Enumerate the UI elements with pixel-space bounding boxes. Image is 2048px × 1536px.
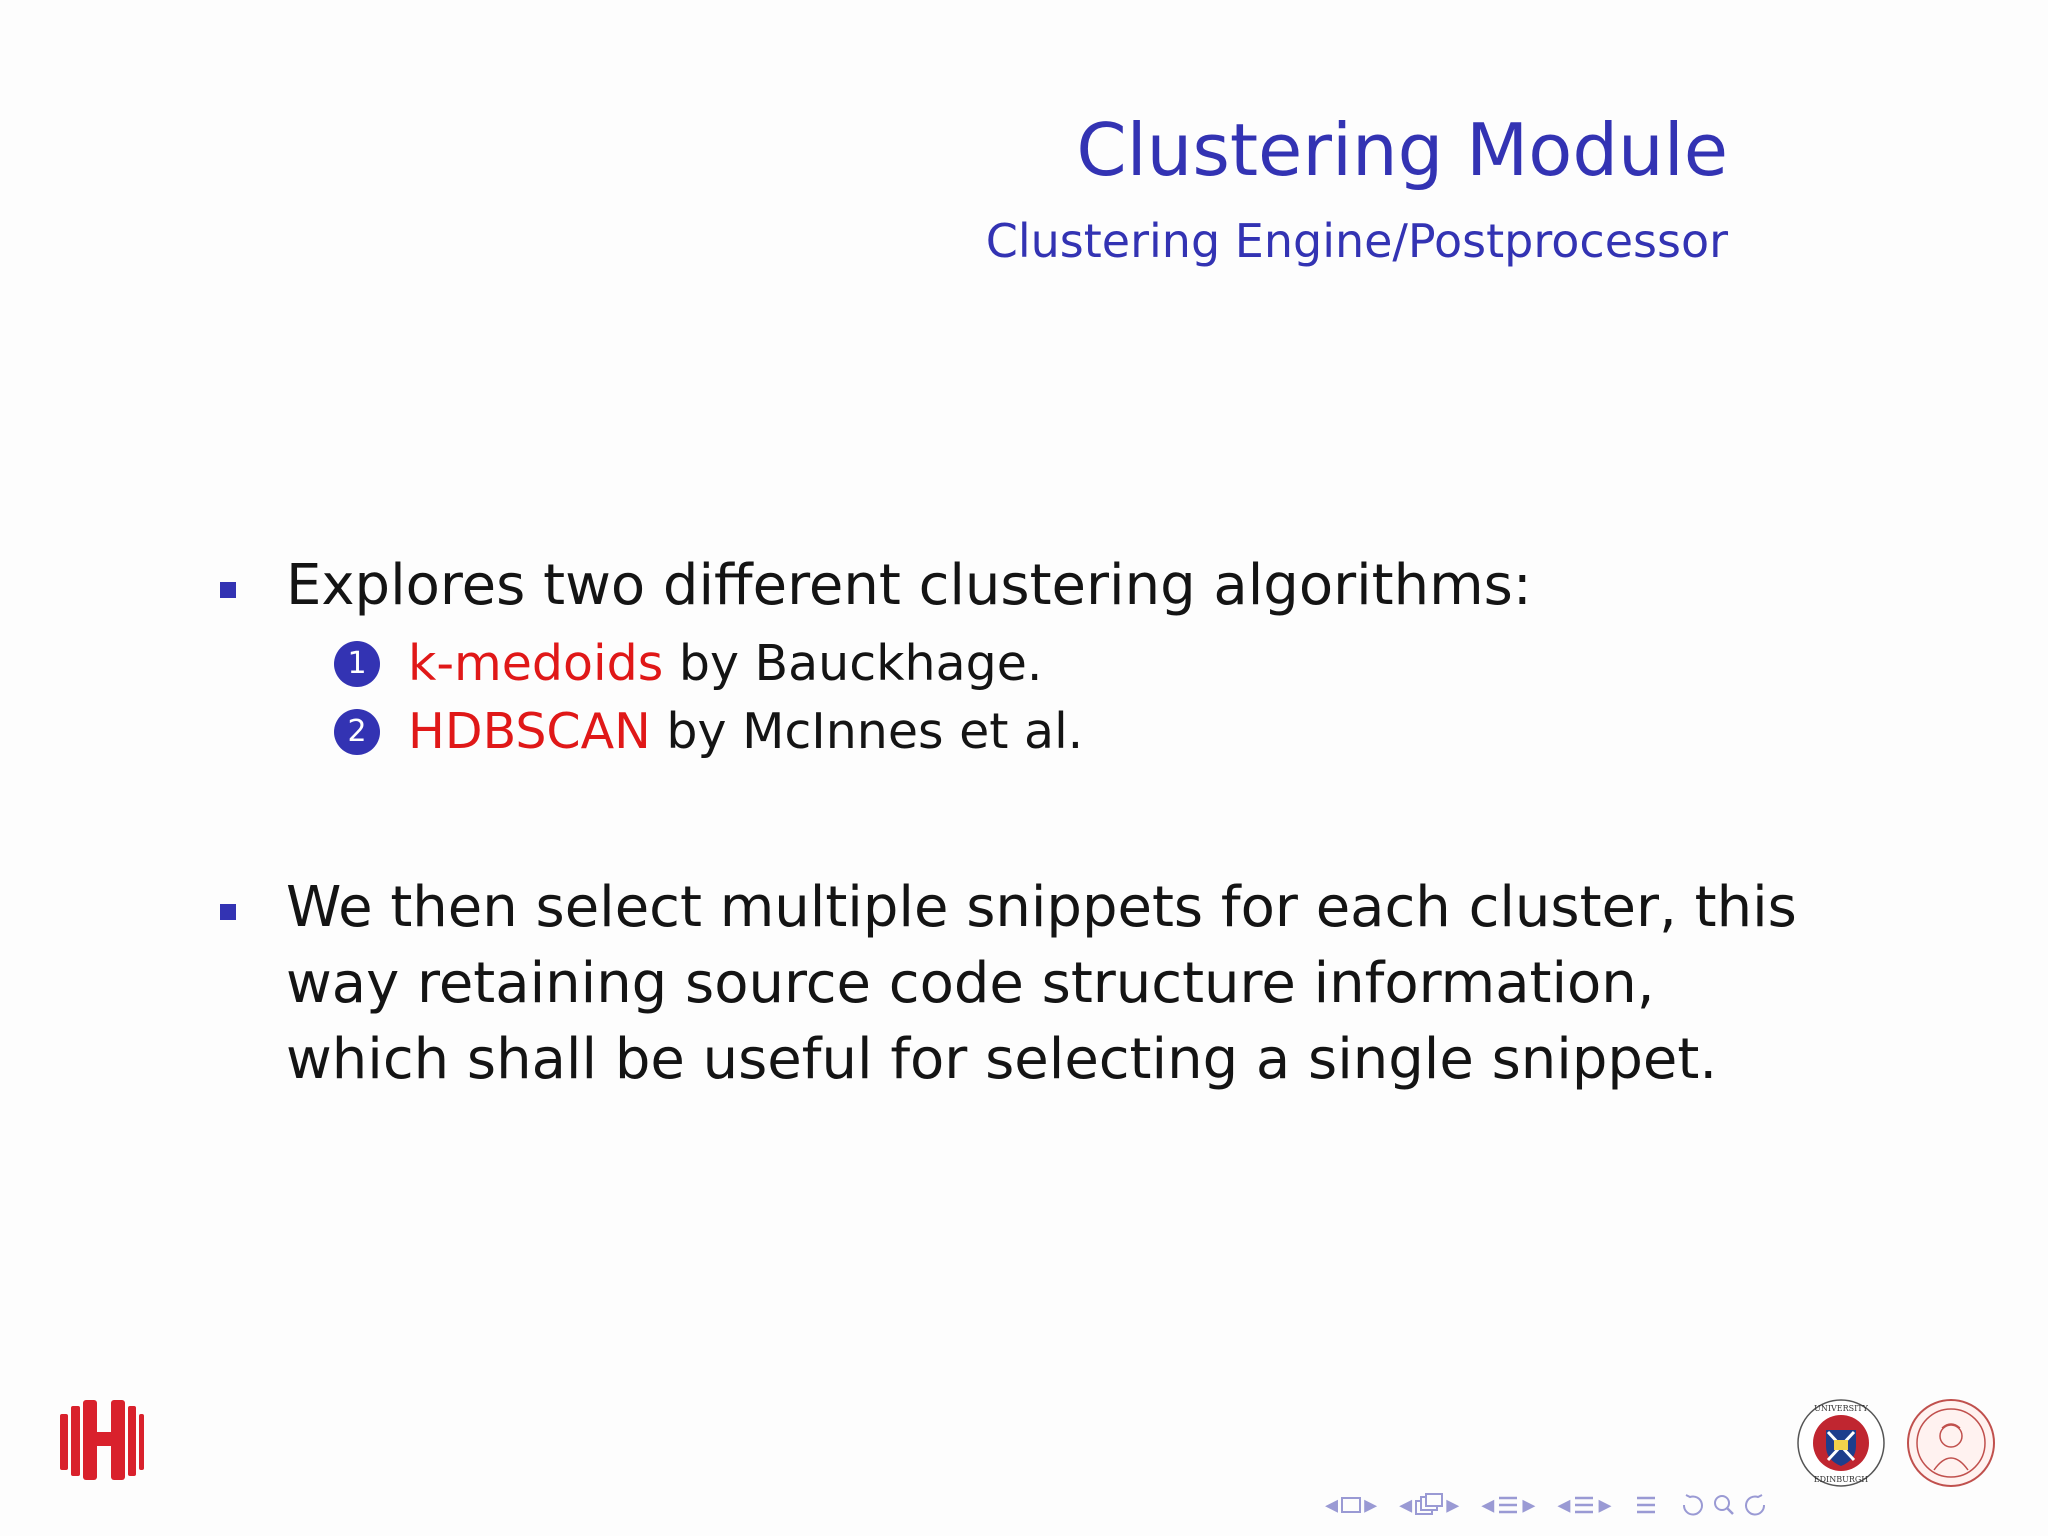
subsection-nav-icon[interactable]: ◂ ▸	[1399, 1490, 1460, 1520]
document-nav-icon[interactable]: ◂ ▸	[1557, 1490, 1612, 1520]
slide-title: Clustering Module	[1076, 108, 1728, 192]
highlighted-term: k-medoids	[408, 635, 664, 692]
bullet-marker-icon	[220, 904, 236, 920]
appendix-nav-icon[interactable]	[1634, 1494, 1658, 1516]
svg-text:UNIVERSITY: UNIVERSITY	[1814, 1404, 1868, 1413]
enumerated-item	[334, 630, 1820, 698]
beamer-navigation-bar	[1325, 1490, 1788, 1520]
frame-nav-icon[interactable]: ◂ ▸	[1325, 1490, 1378, 1520]
aristotle-university-seal-icon	[1906, 1398, 1996, 1488]
section-nav-icon[interactable]: ◂ ▸	[1481, 1490, 1536, 1520]
bullet-item	[220, 548, 1820, 766]
bullet-list	[220, 548, 1820, 1098]
h-logo-icon	[60, 1400, 144, 1480]
enum-number-badge: 2	[334, 709, 380, 755]
enum-number-badge: 1	[334, 641, 380, 687]
bullet-marker-icon	[220, 582, 236, 598]
enum-item-text: by McInnes et al.	[650, 703, 1084, 760]
highlighted-term: HDBSCAN	[408, 703, 651, 760]
enum-item-text: by Bauckhage.	[663, 635, 1043, 692]
svg-text:EDINBURGH: EDINBURGH	[1813, 1475, 1869, 1484]
enumerated-list	[286, 630, 1820, 766]
search-icon[interactable]	[1680, 1492, 1770, 1518]
enumerated-item	[334, 698, 1820, 766]
bullet-item	[220, 870, 1820, 1098]
bullet-text: Explores two different clustering algorithms:	[286, 553, 1532, 618]
university-of-edinburgh-seal-icon	[1796, 1398, 1886, 1488]
bullet-text: We then select multiple snippets for each cluster, this way retaining source code structure information, which shall be useful for selecting a single snippet.	[286, 875, 1797, 1092]
slide-subtitle: Clustering Engine/Postprocessor	[985, 214, 1728, 268]
